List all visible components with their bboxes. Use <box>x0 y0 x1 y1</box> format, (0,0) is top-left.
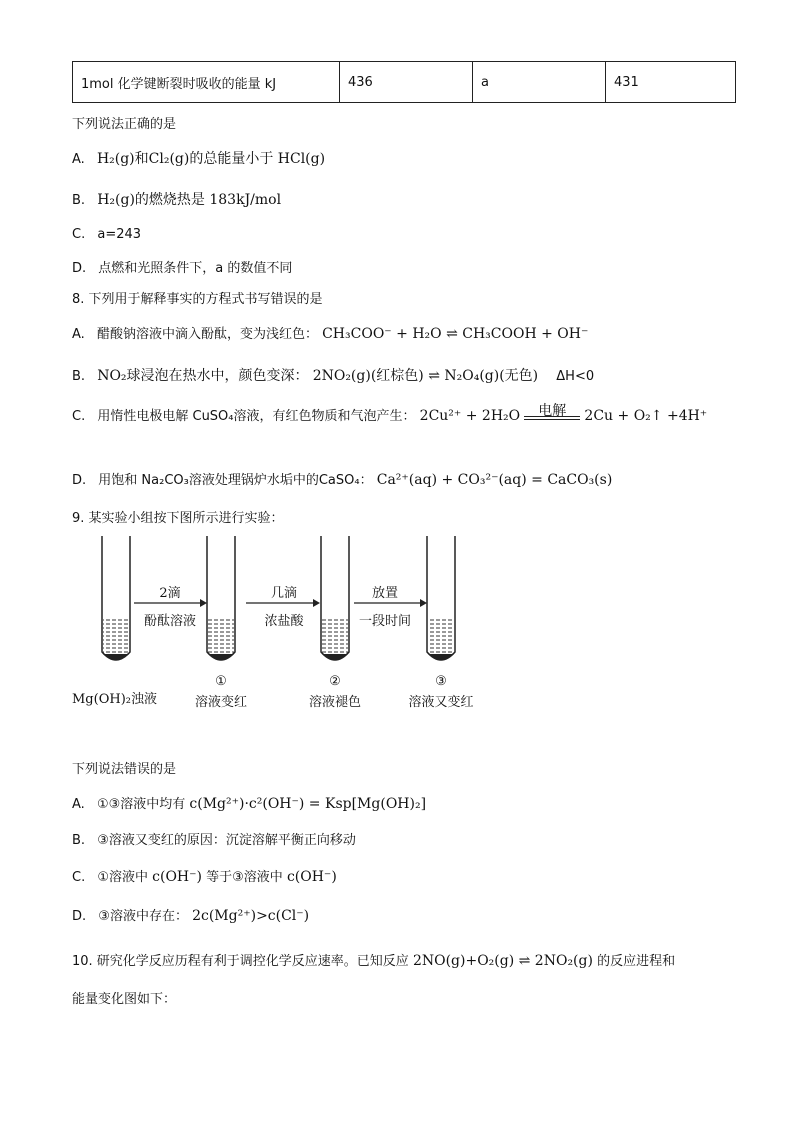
stem-text: 10. 研究化学反应历程有利于调控化学反应速率。已知反应 <box>72 954 409 969</box>
q8-option-c <box>72 405 707 424</box>
q9-stem: 9. 某实验小组按下图所示进行实验： <box>72 511 284 526</box>
table-row <box>73 62 736 103</box>
q7-prompt: 下列说法正确的是 <box>72 117 177 132</box>
option-prefix: B. <box>72 833 86 848</box>
option-prefix: D. <box>72 473 87 488</box>
arrow-2-bottom-label: 浓盐酸 <box>264 614 304 629</box>
option-prefix: D. <box>72 261 87 276</box>
option-prefix: C. <box>72 870 86 885</box>
option-prefix: A. <box>72 797 85 812</box>
option-prefix: C. <box>72 227 86 242</box>
test-tube-0 <box>102 536 130 660</box>
equation-left: 2Cu²⁺ + 2H₂O <box>419 408 521 424</box>
electrolysis-condition <box>524 403 580 424</box>
q8-option-a <box>72 323 588 342</box>
option-prefix: B. <box>72 369 86 384</box>
arrow-3-top-label: 放置 <box>371 586 398 601</box>
equation: c(OH⁻) <box>152 869 202 885</box>
option-prefix: D. <box>72 909 87 924</box>
arrow-2-top-label: 几滴 <box>270 586 297 601</box>
equation-right: 2Cu + O₂↑ +4H⁺ <box>584 408 708 424</box>
equation: 2NO₂(g)(红棕色) ⇌ N₂O₄(g)(无色) <box>312 368 539 384</box>
table-row-label: 1mol 化学键断裂时吸收的能量 kJ <box>73 62 340 103</box>
table-cell-2: a <box>473 62 606 103</box>
option-prefix: A. <box>72 327 85 342</box>
equation: 2c(Mg²⁺)>c(Cl⁻) <box>192 908 310 924</box>
arrow-1-top-label: 2滴 <box>159 586 181 601</box>
option-text: ③溶液又变红的原因：沉淀溶解平衡正向移动 <box>97 833 356 848</box>
option-text: a=243 <box>97 227 142 242</box>
tube-3-caption: 溶液又变红 <box>408 695 474 710</box>
tube-2-number: ② <box>329 674 341 689</box>
q8-option-d <box>72 469 612 488</box>
q8-option-b <box>72 365 594 385</box>
option-text: 点燃和光照条件下，a 的数值不同 <box>98 261 293 276</box>
tube-3-number: ③ <box>435 674 447 689</box>
q7-option-c <box>72 227 141 242</box>
bond-energy-table <box>72 61 736 103</box>
q7-option-d <box>72 257 292 276</box>
test-tube-1 <box>207 536 235 660</box>
option-text: ①溶液中 <box>97 870 149 885</box>
q9-option-d <box>72 905 309 924</box>
q10-stem-line2: 能量变化图如下： <box>72 992 177 1007</box>
arrow-1-bottom-label: 酚酞溶液 <box>143 614 196 629</box>
equation: CH₃COO⁻ + H₂O ⇌ CH₃COOH + OH⁻ <box>322 326 589 342</box>
delta-h: ΔH<0 <box>556 369 595 384</box>
q10-stem <box>72 950 675 969</box>
equation: Ca²⁺(aq) + CO₃²⁻(aq) = CaCO₃(s) <box>376 472 613 488</box>
table-cell-1: 436 <box>340 62 473 103</box>
option-text: 醋酸钠溶液中滴入酚酞，变为浅红色： <box>96 327 318 342</box>
option-text: NO₂球浸泡在热水中，颜色变深： <box>97 368 309 384</box>
tube-1-number: ① <box>215 674 227 689</box>
q7-option-b <box>72 189 281 209</box>
option-text: H₂(g)的燃烧热是 183kJ/mol <box>97 192 282 208</box>
equation: c(Mg²⁺)·c²(OH⁻) = Ksp[Mg(OH)₂] <box>189 796 427 812</box>
option-text: ①③溶液中均有 <box>96 797 186 812</box>
equation: 2NO(g)+O₂(g) ⇌ 2NO₂(g) <box>412 953 593 969</box>
q9-option-c <box>72 866 337 885</box>
option-text: 用饱和 Na₂CO₃溶液处理锅炉水垢中的CaSO₄： <box>98 473 373 488</box>
q9-prompt: 下列说法错误的是 <box>72 762 177 777</box>
tube-1-caption: 溶液变红 <box>194 695 247 710</box>
q9-option-a <box>72 793 426 812</box>
arrow-3-bottom-label: 一段时间 <box>358 614 411 629</box>
stem-text: 的反应进程和 <box>597 954 676 969</box>
q9-option-b <box>72 829 356 848</box>
table-cell-3: 431 <box>606 62 736 103</box>
condition-label: 电解 <box>538 403 567 419</box>
option-prefix: A. <box>72 152 85 167</box>
tube-2-caption: 溶液褪色 <box>308 695 361 710</box>
equation: c(OH⁻) <box>286 869 337 885</box>
option-text: 等于③溶液中 <box>206 870 283 885</box>
option-text: ③溶液中存在： <box>98 909 188 924</box>
option-prefix: C. <box>72 409 86 424</box>
q7-option-a <box>72 148 325 168</box>
tube-0-caption: Mg(OH)₂浊液 <box>72 692 157 707</box>
option-text: 用惰性电极电解 CuSO₄溶液，有红色物质和气泡产生： <box>97 409 416 424</box>
option-prefix: B. <box>72 193 86 208</box>
option-text: H₂(g)和Cl₂(g)的总能量小于 HCl(g) <box>96 151 326 167</box>
q8-stem: 8. 下列用于解释事实的方程式书写错误的是 <box>72 292 323 307</box>
test-tube-3 <box>427 536 455 660</box>
